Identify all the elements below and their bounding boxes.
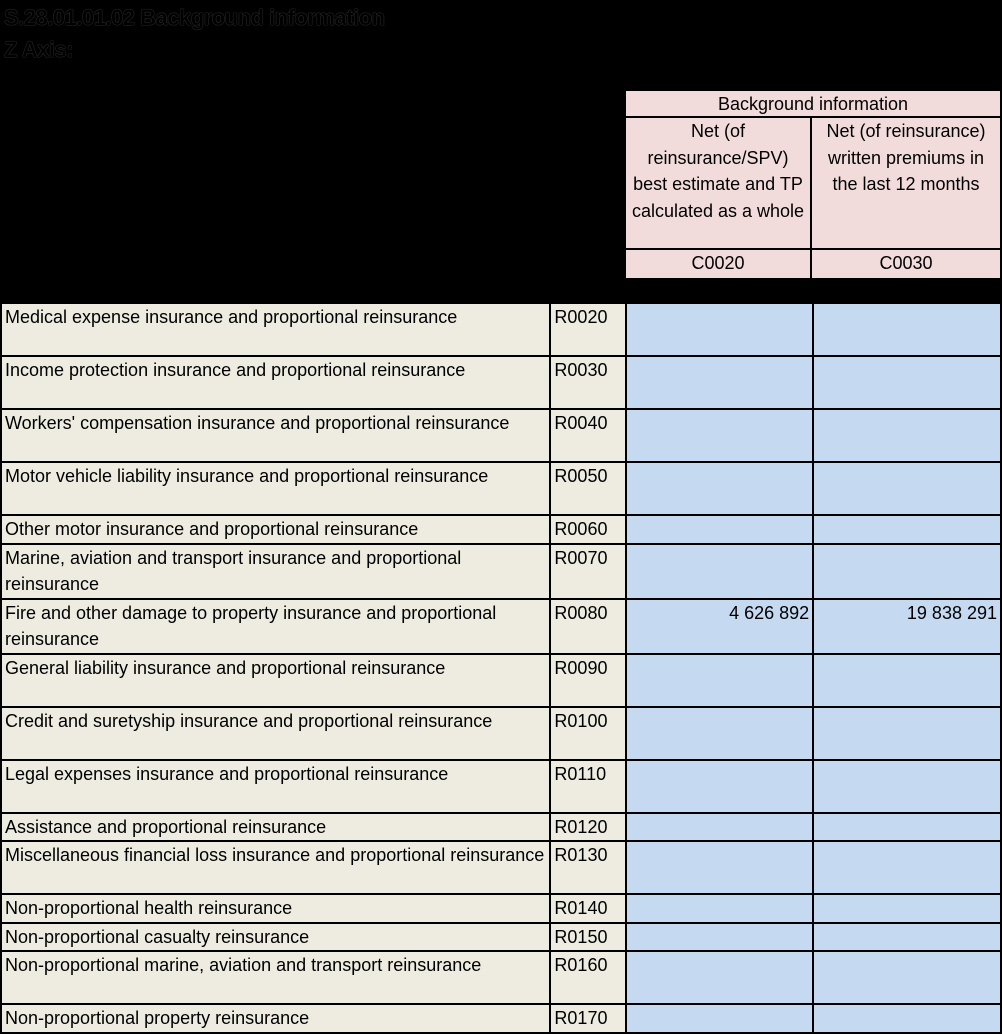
value-cell-c0020[interactable] bbox=[626, 1004, 813, 1033]
row-label: General liability insurance and proportional reinsurance bbox=[1, 654, 550, 707]
row-label: Medical expense insurance and proportional reinsurance bbox=[1, 303, 550, 356]
value-cell-c0020[interactable]: 4 626 892 bbox=[626, 599, 813, 654]
table-row bbox=[1, 841, 1001, 894]
value-cell-c0020[interactable] bbox=[626, 515, 813, 544]
value-cell-c0030[interactable] bbox=[813, 409, 1001, 462]
value-cell-c0020[interactable] bbox=[626, 923, 813, 952]
value-cell-c0030[interactable] bbox=[813, 813, 1001, 842]
row-label: Non-proportional casualty reinsurance bbox=[1, 923, 550, 952]
value-cell-c0020[interactable] bbox=[626, 894, 813, 923]
row-code: R0100 bbox=[550, 707, 626, 760]
value-cell-c0020[interactable] bbox=[626, 409, 813, 462]
table-row bbox=[1, 303, 1001, 356]
value-cell-c0030[interactable] bbox=[813, 951, 1001, 1004]
row-code: R0060 bbox=[550, 515, 626, 544]
header-col-c0030-label: Net (of reinsurance) written premiums in the last 12 months bbox=[812, 118, 1000, 250]
value-cell-c0020[interactable] bbox=[626, 303, 813, 356]
value-cell-c0030[interactable] bbox=[813, 356, 1001, 409]
row-code: R0140 bbox=[550, 894, 626, 923]
value-cell-c0030[interactable] bbox=[813, 841, 1001, 894]
row-code: R0120 bbox=[550, 813, 626, 842]
table-row bbox=[1, 894, 1001, 923]
table-row bbox=[1, 707, 1001, 760]
row-code: R0020 bbox=[550, 303, 626, 356]
value-cell-c0030[interactable] bbox=[813, 462, 1001, 515]
row-label: Income protection insurance and proportional reinsurance bbox=[1, 356, 550, 409]
row-label: Marine, aviation and transport insurance and proportional reinsurance bbox=[1, 544, 550, 599]
value-cell-c0030[interactable] bbox=[813, 544, 1001, 599]
row-code: R0150 bbox=[550, 923, 626, 952]
value-cell-c0020[interactable] bbox=[626, 462, 813, 515]
value-cell-c0020[interactable] bbox=[626, 813, 813, 842]
row-label: Non-proportional marine, aviation and transport reinsurance bbox=[1, 951, 550, 1004]
header-group-background-information: Background information bbox=[626, 91, 1000, 118]
value-cell-c0030[interactable]: 19 838 291 bbox=[813, 599, 1001, 654]
row-label: Motor vehicle liability insurance and proportional reinsurance bbox=[1, 462, 550, 515]
value-cell-c0030[interactable] bbox=[813, 1004, 1001, 1033]
value-cell-c0030[interactable] bbox=[813, 760, 1001, 813]
value-cell-c0020[interactable] bbox=[626, 760, 813, 813]
table-row bbox=[1, 923, 1001, 952]
z-axis-label: Z Axis: bbox=[4, 37, 74, 62]
row-label: Legal expenses insurance and proportional reinsurance bbox=[1, 760, 550, 813]
value-cell-c0030[interactable] bbox=[813, 923, 1001, 952]
row-code: R0050 bbox=[550, 462, 626, 515]
table-row bbox=[1, 515, 1001, 544]
table-row bbox=[1, 409, 1001, 462]
value-cell-c0020[interactable] bbox=[626, 951, 813, 1004]
page-title: S.28.01.01.02 Background information bbox=[4, 5, 385, 30]
value-cell-c0030[interactable] bbox=[813, 303, 1001, 356]
row-label: Fire and other damage to property insurance and proportional reinsurance bbox=[1, 599, 550, 654]
table-row bbox=[1, 951, 1001, 1004]
table-row bbox=[1, 356, 1001, 409]
table-row bbox=[1, 462, 1001, 515]
row-code: R0130 bbox=[550, 841, 626, 894]
row-code: R0170 bbox=[550, 1004, 626, 1033]
row-code: R0110 bbox=[550, 760, 626, 813]
table-row bbox=[1, 1004, 1001, 1033]
data-table bbox=[0, 302, 1002, 1034]
row-label: Other motor insurance and proportional reinsurance bbox=[1, 515, 550, 544]
value-cell-c0030[interactable] bbox=[813, 515, 1001, 544]
row-code: R0030 bbox=[550, 356, 626, 409]
header-col-c0020-label: Net (of reinsurance/SPV) best estimate and TP calculated as a whole bbox=[626, 118, 812, 250]
value-cell-c0030[interactable] bbox=[813, 654, 1001, 707]
row-code: R0070 bbox=[550, 544, 626, 599]
value-cell-c0020[interactable] bbox=[626, 356, 813, 409]
row-label: Workers' compensation insurance and proportional reinsurance bbox=[1, 409, 550, 462]
header-code-c0020: C0020 bbox=[626, 250, 812, 278]
value-cell-c0020[interactable] bbox=[626, 707, 813, 760]
value-cell-c0030[interactable] bbox=[813, 894, 1001, 923]
row-code: R0080 bbox=[550, 599, 626, 654]
row-label: Miscellaneous financial loss insurance and proportional reinsurance bbox=[1, 841, 550, 894]
value-cell-c0020[interactable] bbox=[626, 544, 813, 599]
row-label: Non-proportional property reinsurance bbox=[1, 1004, 550, 1033]
row-label: Non-proportional health reinsurance bbox=[1, 894, 550, 923]
row-label: Credit and suretyship insurance and proportional reinsurance bbox=[1, 707, 550, 760]
row-code: R0160 bbox=[550, 951, 626, 1004]
table-row bbox=[1, 599, 1001, 654]
table-row bbox=[1, 760, 1001, 813]
row-code: R0040 bbox=[550, 409, 626, 462]
table-row bbox=[1, 654, 1001, 707]
value-cell-c0030[interactable] bbox=[813, 707, 1001, 760]
row-code: R0090 bbox=[550, 654, 626, 707]
value-cell-c0020[interactable] bbox=[626, 841, 813, 894]
header-code-c0030: C0030 bbox=[812, 250, 1000, 278]
table-row bbox=[1, 813, 1001, 842]
row-label: Assistance and proportional reinsurance bbox=[1, 813, 550, 842]
table-row bbox=[1, 544, 1001, 599]
value-cell-c0020[interactable] bbox=[626, 654, 813, 707]
